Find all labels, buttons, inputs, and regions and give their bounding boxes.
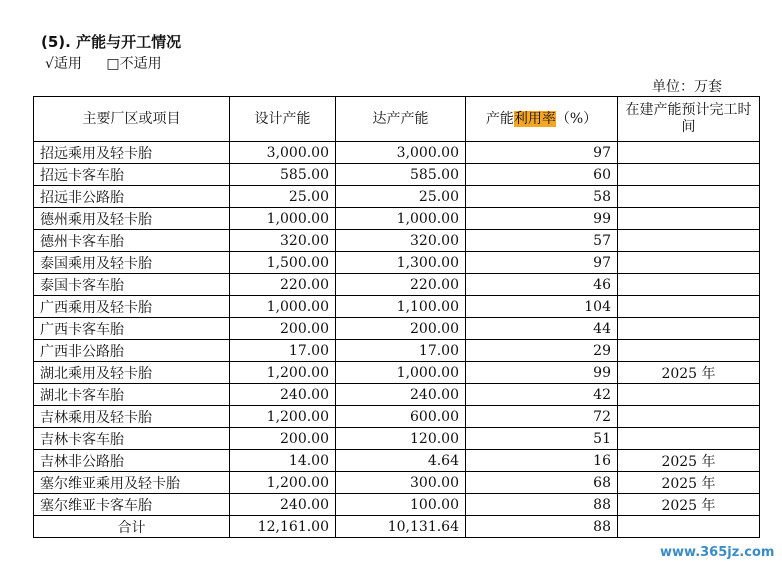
- table-row: [34, 450, 760, 472]
- cell-utilization: 60: [466, 164, 618, 186]
- cell-utilization: 99: [466, 362, 618, 384]
- header-completion-time: 在建产能预计完工时间: [618, 97, 760, 142]
- cell-completion-time: [618, 274, 760, 296]
- cell-actual-capacity: 200.00: [336, 318, 466, 340]
- cell-actual-capacity: 320.00: [336, 230, 466, 252]
- cell-completion-time: 2025 年: [618, 494, 760, 516]
- table-row: [34, 164, 760, 186]
- cell-actual-capacity: 240.00: [336, 384, 466, 406]
- cell-completion-time: [618, 230, 760, 252]
- table-row: [34, 186, 760, 208]
- table-row: [34, 494, 760, 516]
- not-applicable-option: □不适用: [106, 56, 162, 72]
- cell-actual-capacity: 600.00: [336, 406, 466, 428]
- section-heading: (5). 产能与开工情况: [41, 33, 182, 51]
- cell-design-capacity: 1,200.00: [230, 362, 336, 384]
- cell-completion-time: [618, 142, 760, 164]
- cell-design-capacity: 320.00: [230, 230, 336, 252]
- cell-actual-capacity: 1,000.00: [336, 208, 466, 230]
- cell-completion-time: [618, 384, 760, 406]
- cell-actual-capacity: 300.00: [336, 472, 466, 494]
- watermark: www.365jz.com: [660, 545, 775, 560]
- table-row: [34, 362, 760, 384]
- header-project: 主要厂区或项目: [34, 97, 230, 142]
- table-row: [34, 406, 760, 428]
- cell-completion-time: [618, 252, 760, 274]
- cell-completion-time: [618, 428, 760, 450]
- cell-actual-capacity: 3,000.00: [336, 142, 466, 164]
- cell-utilization: 58: [466, 186, 618, 208]
- cell-project: 吉林非公路胎: [34, 450, 230, 472]
- table-row: [34, 384, 760, 406]
- cell-design-capacity: 1,000.00: [230, 208, 336, 230]
- capacity-table: [33, 96, 760, 538]
- table-row: [34, 472, 760, 494]
- table-header-row: [34, 97, 760, 142]
- cell-actual-capacity: 1,300.00: [336, 252, 466, 274]
- cell-design-capacity: 1,000.00: [230, 296, 336, 318]
- header-utilization: [466, 97, 618, 142]
- cell-design-capacity: 240.00: [230, 384, 336, 406]
- cell-completion-time: 2025 年: [618, 472, 760, 494]
- util-suffix: （%）: [555, 110, 598, 127]
- cell-utilization: 44: [466, 318, 618, 340]
- header-actual-capacity: 达产产能: [336, 97, 466, 142]
- cell-project: 广西乘用及轻卡胎: [34, 296, 230, 318]
- cell-completion-time: [618, 164, 760, 186]
- cell-completion-time: [618, 516, 760, 538]
- cell-utilization: 72: [466, 406, 618, 428]
- cell-design-capacity: 200.00: [230, 318, 336, 340]
- cell-utilization: 88: [466, 516, 618, 538]
- cell-completion-time: [618, 406, 760, 428]
- cell-design-capacity: 220.00: [230, 274, 336, 296]
- cell-project: 德州卡客车胎: [34, 230, 230, 252]
- cell-completion-time: [618, 208, 760, 230]
- cell-utilization: 57: [466, 230, 618, 252]
- cell-actual-capacity: 25.00: [336, 186, 466, 208]
- cell-actual-capacity: 1,000.00: [336, 362, 466, 384]
- cell-utilization: 97: [466, 142, 618, 164]
- applicable-option: √适用: [45, 56, 82, 72]
- cell-project: 塞尔维亚乘用及轻卡胎: [34, 472, 230, 494]
- cell-utilization: 104: [466, 296, 618, 318]
- cell-utilization: 42: [466, 384, 618, 406]
- cell-project: 广西非公路胎: [34, 340, 230, 362]
- cell-design-capacity: 1,200.00: [230, 472, 336, 494]
- cell-actual-capacity: 100.00: [336, 494, 466, 516]
- cell-project: 广西卡客车胎: [34, 318, 230, 340]
- cell-utilization: 16: [466, 450, 618, 472]
- cell-actual-capacity: 120.00: [336, 428, 466, 450]
- cell-completion-time: [618, 340, 760, 362]
- cell-project: 吉林卡客车胎: [34, 428, 230, 450]
- cell-project: 招远卡客车胎: [34, 164, 230, 186]
- cell-design-capacity: 12,161.00: [230, 516, 336, 538]
- cell-project: 合计: [34, 516, 230, 538]
- table-total-row: [34, 516, 760, 538]
- cell-design-capacity: 585.00: [230, 164, 336, 186]
- cell-project: 湖北卡客车胎: [34, 384, 230, 406]
- cell-project: 德州乘用及轻卡胎: [34, 208, 230, 230]
- header-design-capacity: 设计产能: [230, 97, 336, 142]
- cell-completion-time: 2025 年: [618, 450, 760, 472]
- cell-project: 吉林乘用及轻卡胎: [34, 406, 230, 428]
- table-row: [34, 296, 760, 318]
- table-row: [34, 318, 760, 340]
- cell-actual-capacity: 17.00: [336, 340, 466, 362]
- cell-design-capacity: 240.00: [230, 494, 336, 516]
- cell-actual-capacity: 4.64: [336, 450, 466, 472]
- cell-actual-capacity: 585.00: [336, 164, 466, 186]
- table-row: [34, 428, 760, 450]
- cell-design-capacity: 14.00: [230, 450, 336, 472]
- cell-completion-time: [618, 318, 760, 340]
- cell-project: 招远非公路胎: [34, 186, 230, 208]
- cell-actual-capacity: 1,100.00: [336, 296, 466, 318]
- table-row: [34, 274, 760, 296]
- cell-actual-capacity: 220.00: [336, 274, 466, 296]
- cell-completion-time: [618, 296, 760, 318]
- cell-project: 招远乘用及轻卡胎: [34, 142, 230, 164]
- cell-completion-time: [618, 186, 760, 208]
- cell-utilization: 29: [466, 340, 618, 362]
- cell-utilization: 46: [466, 274, 618, 296]
- cell-utilization: 88: [466, 494, 618, 516]
- cell-utilization: 51: [466, 428, 618, 450]
- cell-design-capacity: 17.00: [230, 340, 336, 362]
- table-row: [34, 142, 760, 164]
- util-highlight: 利用率: [513, 110, 556, 127]
- cell-design-capacity: 3,000.00: [230, 142, 336, 164]
- applicability-line: [45, 53, 182, 73]
- cell-design-capacity: 200.00: [230, 428, 336, 450]
- cell-project: 塞尔维亚卡客车胎: [34, 494, 230, 516]
- cell-project: 泰国乘用及轻卡胎: [34, 252, 230, 274]
- cell-actual-capacity: 10,131.64: [336, 516, 466, 538]
- cell-design-capacity: 1,500.00: [230, 252, 336, 274]
- cell-utilization: 68: [466, 472, 618, 494]
- unit-label: 单位：万套: [652, 79, 722, 95]
- table-row: [34, 230, 760, 252]
- cell-completion-time: 2025 年: [618, 362, 760, 384]
- table-row: [34, 340, 760, 362]
- cell-utilization: 97: [466, 252, 618, 274]
- cell-utilization: 99: [466, 208, 618, 230]
- table-row: [34, 252, 760, 274]
- cell-project: 湖北乘用及轻卡胎: [34, 362, 230, 384]
- table-row: [34, 208, 760, 230]
- cell-project: 泰国卡客车胎: [34, 274, 230, 296]
- util-prefix: 产能: [485, 110, 514, 127]
- cell-design-capacity: 1,200.00: [230, 406, 336, 428]
- cell-design-capacity: 25.00: [230, 186, 336, 208]
